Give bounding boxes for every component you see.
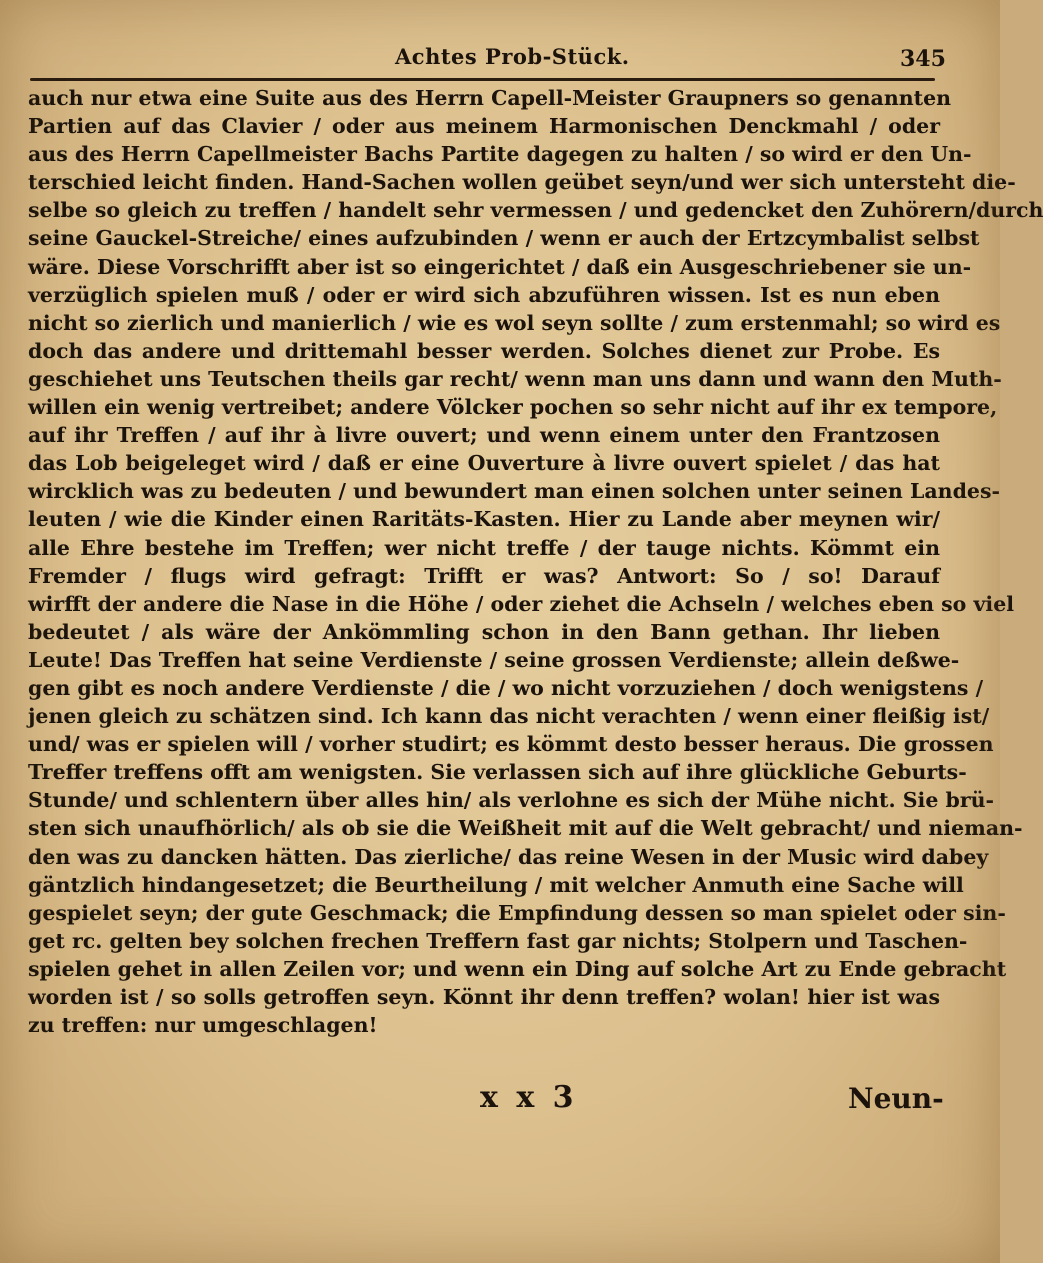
header-rule — [30, 78, 935, 81]
text-line: jenen gleich zu schätzen sind. Ich kann das nicht verachten / wenn einer fleißig ist/ — [28, 704, 990, 729]
text-line: terschied leicht finden. Hand-Sachen wollen geübet seyn/und wer sich untersteht die- — [28, 170, 1016, 195]
text-line: auch nur etwa eine Suite aus des Herrn Capell-Meister Graupners so genannten — [28, 86, 952, 110]
text-line: doch das andere und drittemahl besser werden. Solches dienet zur Probe. Es — [28, 338, 940, 363]
text-line: wirfft der andere die Nase in die Höhe / oder ziehet die Achseln / welches eben so viel — [28, 591, 1015, 616]
text-line: worden ist / so solls getroffen seyn. Könnt ihr denn treffen? wolan! hier ist was — [28, 985, 940, 1009]
text-line: spielen gehet in allen Zeilen vor; und wenn ein Ding auf solche Art zu Ende gebracht — [28, 956, 1007, 981]
text-line: Fremder / flugs wird gefragt: Trifft er was? Antwort: So / so! Darauf — [28, 563, 940, 588]
text-line: auf ihr Treffen / auf ihr à livre ouvert; und wenn einem unter den Frantzosen — [28, 423, 940, 448]
text-line: und/ was er spielen will / vorher studirt; es kömmt desto besser heraus. Die grossen — [28, 732, 994, 757]
text-line: bedeutet / als wäre der Ankömmling schon in den Bann gethan. Ihr lieben — [28, 619, 940, 644]
text-line: zu treffen: nur umgeschlagen! — [28, 1013, 378, 1038]
text-line: wäre. Diese Vorschrifft aber ist so eingerichtet / daß ein Ausgeschriebener sie un- — [28, 254, 972, 279]
text-line: den was zu dancken hätten. Das zierliche/ das reine Wesen in der Music wird dabey — [28, 844, 989, 869]
body-text — [28, 84, 1043, 1039]
text-line: leuten / wie die Kinder einen Raritäts-Kasten. Hier zu Lande aber meynen wir/ — [28, 507, 940, 532]
page-number: 345 — [900, 46, 946, 72]
text-line: geschiehet uns Teutschen theils gar recht/ wenn man uns dann und wann den Muth- — [28, 366, 1002, 391]
text-line: Partien auf das Clavier / oder aus meinem Harmonischen Denckmahl / oder — [28, 114, 940, 139]
text-line: get rc. gelten bey solchen frechen Treffern fast gar nichts; Stolpern und Taschen- — [28, 928, 968, 953]
text-line: wircklich was zu bedeuten / und bewundert man einen solchen unter seinen Landes- — [28, 479, 1000, 504]
text-line: seine Gauckel-Streiche/ eines aufzubinden / wenn er auch der Ertzcymbalist selbst — [28, 226, 980, 251]
text-line: gen gibt es noch andere Verdienste / die / wo nicht vorzuziehen / doch wenigstens / — [28, 675, 984, 700]
text-line: sten sich unaufhörlich/ als ob sie die Weißheit mit auf die Welt gebracht/ und nieman- — [28, 816, 1023, 841]
text-line: Stunde/ und schlentern über alles hin/ als verlohne es sich der Mühe nicht. Sie brü- — [28, 788, 995, 813]
text-line: selbe so gleich zu treffen / handelt sehr vermessen / und gedencket den Zuhörern/durch — [28, 198, 1043, 223]
text-line: verzüglich spielen muß / oder er wird sich abzuführen wissen. Ist es nun eben — [28, 282, 940, 307]
text-line: willen ein wenig vertreibet; andere Völcker pochen so sehr nicht auf ihr ex tempore, — [28, 395, 998, 420]
text-line: alle Ehre bestehe im Treffen; wer nicht treffe / der tauge nichts. Kömmt ein — [28, 535, 940, 560]
catchword: Neun- — [848, 1082, 944, 1115]
signature-mark: x x 3 — [480, 1080, 578, 1115]
text-line: gespielet seyn; der gute Geschmack; die Empfindung dessen so man spielet oder sin- — [28, 900, 1006, 925]
running-head: Achtes Prob-Stück. — [395, 44, 630, 69]
text-line: Leute! Das Treffen hat seine Verdienste / seine grossen Verdienste; allein deßwe- — [28, 647, 960, 672]
text-line: aus des Herrn Capellmeister Bachs Partite dagegen zu halten / so wird er den Un- — [28, 142, 972, 167]
text-line: gäntzlich hindangesetzet; die Beurtheilung / mit welcher Anmuth eine Sache will — [28, 872, 964, 897]
text-line: Treffer treffens offt am wenigsten. Sie verlassen sich auf ihre glückliche Geburts- — [28, 760, 967, 785]
text-line: nicht so zierlich und manierlich / wie es wol seyn sollte / zum erstenmahl; so wird es — [28, 310, 1001, 335]
text-line: das Lob beigeleget wird / daß er eine Ouverture à livre ouvert spielet / das hat — [28, 451, 940, 476]
